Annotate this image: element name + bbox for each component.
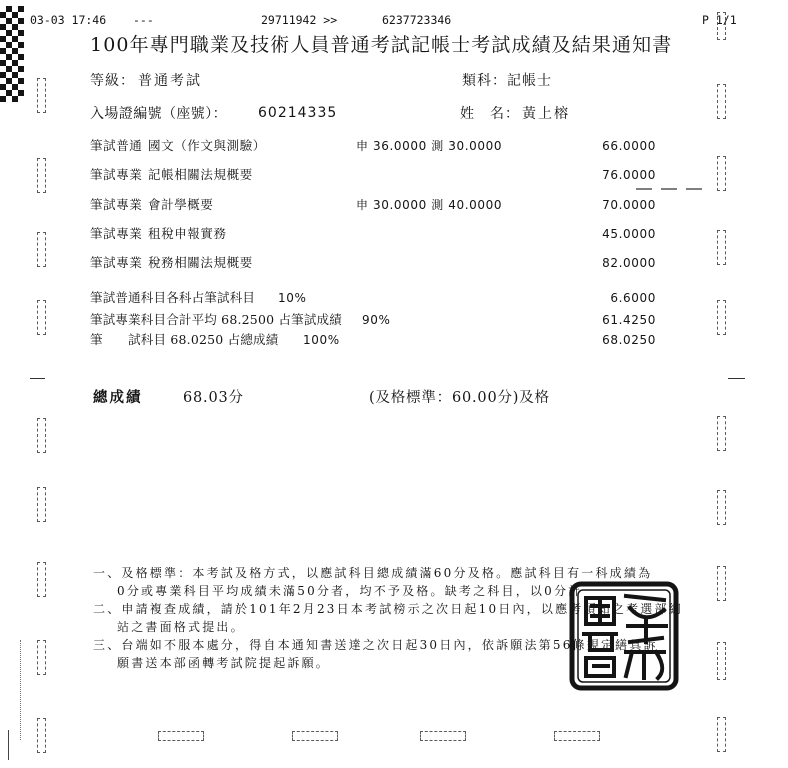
fax-separator: --- — [133, 13, 154, 27]
score-row-subject: 記帳相關法規概要 — [148, 167, 253, 182]
category-value: 記帳士 — [507, 73, 552, 89]
bottom-dashed-box — [292, 731, 338, 741]
margin-dashed-box — [717, 300, 726, 335]
official-seal — [568, 580, 680, 692]
margin-dashed-box — [717, 717, 726, 752]
weighting-label: 筆 試科目 68.0250 占總成績 — [90, 332, 279, 347]
score-row-section: 筆試普通 — [90, 138, 143, 153]
total-score-label: 總成績 — [93, 389, 143, 406]
level-value: 普通考試 — [138, 73, 202, 89]
bottom-dashed-box — [158, 731, 204, 741]
score-row-score: 70.0000 — [602, 198, 656, 212]
weighting-label: 筆試普通科目各科占筆試科目 — [90, 290, 256, 305]
fax-scan-checker-mark — [0, 6, 24, 102]
document-title: 100年專門職業及技術人員普通考試記帳士考試成績及結果通知書 — [90, 34, 673, 56]
name-label: 姓 名： — [460, 106, 520, 122]
score-row-section: 筆試專業 — [90, 197, 143, 212]
fax-page-count: P 1/1 — [702, 13, 737, 27]
note-line: 一、及格標準：本考試及格方式，以應試科目總成績滿60分及格。應試科目有一科成績為 — [93, 566, 653, 580]
margin-dashed-box — [717, 12, 726, 40]
level-label: 等級： — [90, 73, 135, 89]
fax-datetime: 03-03 17:46 — [30, 13, 107, 27]
margin-dashed-box — [37, 300, 46, 335]
margin-print-mark — [20, 640, 21, 740]
weighting-score: 68.0250 — [602, 333, 656, 347]
bottom-dashed-box — [420, 731, 466, 741]
margin-fold-mark — [728, 378, 745, 379]
margin-dashed-box — [37, 718, 46, 753]
margin-dashed-box — [37, 487, 46, 522]
note-line: 0分或專業科目平均成績未滿50分者，均不予及格。缺考之科目，以0分計 — [117, 584, 583, 598]
margin-fold-mark — [30, 378, 45, 379]
note-line: 三、台端如不服本處分，得自本通知書送達之次日起30日內，依訴願法第56條規定繕具訴 — [93, 638, 658, 652]
score-row-subject: 國文（作文與測驗） — [148, 138, 266, 153]
margin-dashed-box — [37, 158, 46, 193]
margin-dashed-box — [717, 642, 726, 680]
margin-dashed-box — [717, 84, 726, 119]
fax-sender-number: 29711942 >> — [261, 13, 338, 27]
margin-dashed-box — [717, 566, 726, 601]
margin-edge-line — [8, 730, 9, 760]
bottom-dashed-box — [554, 731, 600, 741]
score-row-score: 45.0000 — [602, 227, 656, 241]
scan-dash-line — [636, 186, 708, 192]
score-row-score: 66.0000 — [602, 139, 656, 153]
margin-dashed-box — [37, 78, 46, 113]
weighting-score: 61.4250 — [602, 313, 656, 327]
score-row-section: 筆試專業 — [90, 226, 143, 241]
margin-dashed-box — [37, 418, 46, 453]
weighting-percent: 10% — [278, 291, 307, 305]
score-row-score: 82.0000 — [602, 256, 656, 270]
score-row-subject: 稅務相關法規概要 — [148, 255, 253, 270]
margin-dashed-box — [37, 562, 46, 597]
weighting-percent: 100% — [303, 333, 340, 347]
admission-label: 入場證編號（座號）： — [90, 106, 227, 122]
margin-dashed-box — [37, 232, 46, 267]
weighting-percent: 90% — [362, 313, 391, 327]
score-row-section: 筆試專業 — [90, 255, 143, 270]
note-line: 二、申請複查成績，請於101年2月23日本考試榜示之次日起10日內，以應考須知之考選部網 — [93, 602, 683, 616]
margin-dashed-box — [717, 156, 726, 191]
fax-recipient-number: 6237723346 — [382, 13, 452, 27]
margin-dashed-box — [717, 416, 726, 451]
weighting-score: 6.6000 — [610, 291, 656, 305]
score-row-detail: 申 30.0000 測 40.0000 — [356, 198, 503, 212]
margin-dashed-box — [37, 640, 46, 675]
score-row-score: 76.0000 — [602, 168, 656, 182]
category-label: 類科： — [462, 73, 507, 89]
score-row-subject: 會計學概要 — [148, 197, 214, 212]
note-line: 站之書面格式提出。 — [117, 620, 245, 634]
score-row-section: 筆試專業 — [90, 167, 143, 182]
weighting-label: 筆試專業科目合計平均 68.2500 占筆試成績 — [90, 312, 342, 327]
total-score-value: 68.03分 — [183, 390, 244, 406]
score-row-detail: 申 36.0000 測 30.0000 — [356, 139, 503, 153]
admission-number: 60214335 — [258, 105, 338, 121]
pass-standard-result: (及格標準：60.00分)及格 — [369, 390, 550, 406]
margin-dashed-box — [717, 490, 726, 525]
margin-dashed-box — [717, 230, 726, 265]
note-line: 願書送本部函轉考試院提起訴願。 — [117, 656, 331, 670]
name-value: 黃上榕 — [522, 106, 570, 122]
score-row-subject: 租稅申報實務 — [148, 226, 227, 241]
